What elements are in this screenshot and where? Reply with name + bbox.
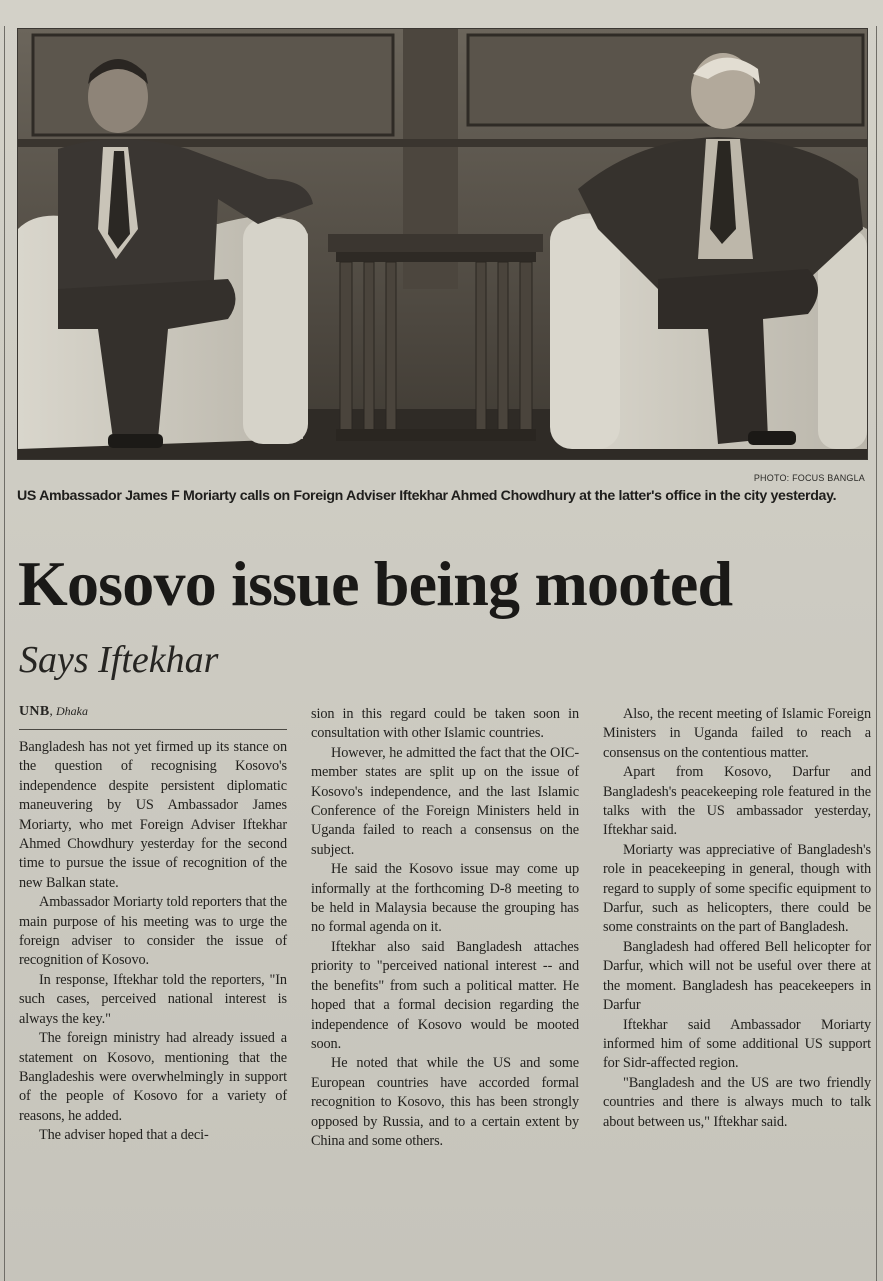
photo-caption: US Ambassador James F Moriarty calls on Foreign Adviser Iftekhar Ahmed Chowdhury at the latter's office in the city yesterday. [17,488,837,504]
paragraph: sion in this regard could be taken soon in consultation with other Islamic countries. [311,706,579,742]
paragraph: Also, the recent meeting of Islamic Foreign Ministers in Uganda failed to reach a consensus on the contentious matter. [603,706,871,761]
byline-place: Dhaka [55,704,88,718]
paragraph: However, he admitted the fact that the OIC-member states are split up on the issue of Kosovo's independence, and the last Islamic Conference of the Foreign Ministers held in Uganda failed to reach a consensus on the subject. [311,744,579,858]
article-headline: Kosovo issue being mooted [18,548,733,619]
page-border-right [876,26,877,1281]
article-column-1 [19,738,287,1146]
paragraph: He noted that while the US and some European countries have accorded formal recognition to Kosovo, this has been strongly opposed by Russia, and to a certain extent by China and some others. [311,1055,579,1149]
news-photo [17,28,868,460]
paragraph: Bangladesh has not yet firmed up its stance on the question of recognising Kosovo's independence despite persistent diplomatic maneuvering by US Ambassador James Moriarty, who met Foreign Adviser Iftekhar Ahmed Chowdhury yesterday for the second time to pursue the issue of recognition of the new Balkan state. [19,739,287,891]
paragraph: Bangladesh had offered Bell helicopter for Darfur, which will not be useful over there at the moment. Bangladesh has peacekeepers in Darfur [603,938,871,1014]
page-border-left [4,26,5,1281]
paragraph: The foreign ministry had already issued a statement on Kosovo, mentioning that the Bangladeshis were overwhelmingly in support of the people of Kosovo for a variety of reasons, he added. [19,1030,287,1124]
paragraph: Apart from Kosovo, Darfur and Bangladesh's peacekeeping role featured in the talks with the US ambassador yesterday, Iftekhar said. [603,764,871,839]
byline-agency: UNB [19,704,50,719]
paragraph: Moriarty was appreciative of Bangladesh's role in peacekeeping in general, though with regard to supply of some specific equipment to Darfur, such as helicopters, there could be some constraints on the part of Bangladesh. [603,841,871,936]
article-byline: UNB, Dhaka [19,702,287,730]
photo-credit: PHOTO: FOCUS BANGLA [753,473,865,483]
paragraph: Iftekhar also said Bangladesh attaches priority to "perceived national interest -- and the benefits" from such a political matter. He hoped that a formal decision regarding the independence of Kosovo would be mooted soon. [311,938,579,1052]
paragraph: "Bangladesh and the US are two friendly countries and there is always much to talk about between us," Iftekhar said. [603,1074,871,1130]
paragraph: He said the Kosovo issue may come up informally at the forthcoming D-8 meeting to be held in Malaysia because the grouping has no formal agenda on it. [311,861,579,936]
article-column-2 [311,705,579,1151]
paragraph: The adviser hoped that a deci- [39,1127,209,1144]
paragraph: Ambassador Moriarty told reporters that the main purpose of his meeting was to urge the foreign adviser to consider the issue of recognition of Kosovo. [19,894,287,969]
paragraph: In response, Iftekhar told the reporters, "In such cases, perceived national interest is always the key." [19,971,287,1027]
paragraph: Iftekhar said Ambassador Moriarty informed him of some additional US support for Sidr-affected region. [603,1016,871,1072]
article-column-3 [603,705,871,1132]
meeting-photo-illustration [18,29,867,459]
article-subhead: Says Iftekhar [19,639,219,681]
